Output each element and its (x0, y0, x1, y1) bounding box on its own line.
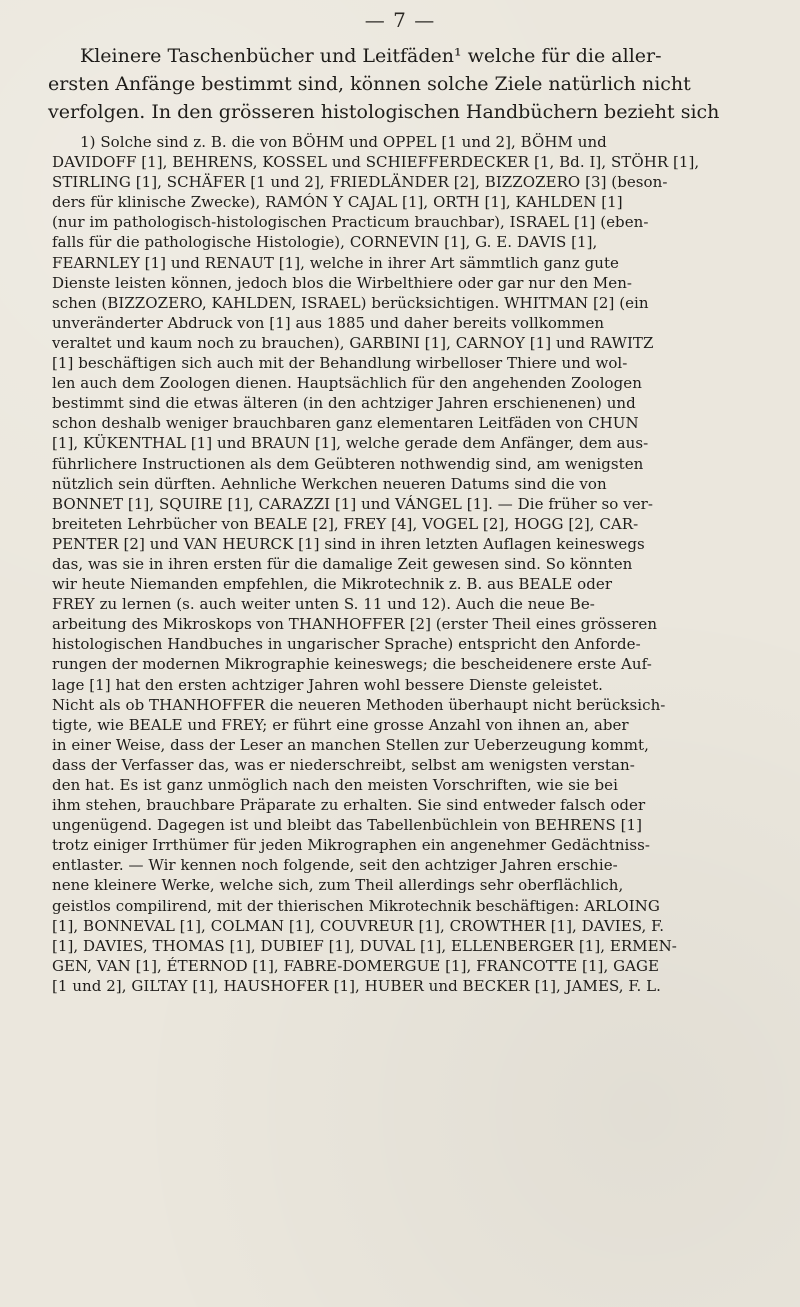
footnote-line-35: ungenügend. Dagegen ist und bleibt das Tabellenbüchlein von BEHRENS [1] (52, 816, 643, 835)
footnote-line-30: tigte, wie BEALE und FREY; er führt eine grosse Anzahl von ihnen an, aber (52, 715, 629, 734)
footnote-line-43: [1 und 2], GILTAY [1], HAUSHOFER [1], HUBER und BECKER [1], JAMES, F. L. (52, 976, 661, 995)
footnote-line-32: dass der Verfasser das, was er niederschreibt, selbst am wenigsten verstan- (52, 755, 635, 774)
footnote-line-7: FEARNLEY [1] und RENAUT [1], welche in ihrer Art sämmtlich ganz gute (52, 253, 619, 272)
footnote-line-39: geistlos compilirend, mit der thierischen Mikrotechnik beschäftigen: ARLOING (52, 896, 660, 915)
footnote-line-34: ihm stehen, brauchbare Präparate zu erhalten. Sie sind entweder falsch oder (52, 796, 646, 815)
footnote-line-31: in einer Weise, dass der Leser an manchen Stellen zur Ueberzeugung kommt, (52, 735, 649, 754)
footnote-line-24: FREY zu lernen (s. auch weiter unten S. 11 und 12). Auch die neue Be- (52, 595, 595, 614)
footnote-line-37: entlaster. — Wir kennen noch folgende, seit den achtziger Jahren erschie- (52, 856, 618, 875)
footnote-line-23: wir heute Niemanden empfehlen, die Mikrotechnik z. B. aus BEALE oder (52, 575, 613, 594)
footnote-line-18: nützlich sein dürften. Aehnliche Werkchen neueren Datums sind die von (52, 474, 607, 493)
footnote-line-27: rungen der modernen Mikrographie keineswegs; die bescheidenere erste Auf- (52, 655, 652, 674)
footnote-line-33: den hat. Es ist ganz unmöglich nach den meisten Vorschriften, wie sie bei (52, 776, 618, 794)
footnote-line-16: [1], KÜKENTHAL [1] und BRAUN [1], welche gerade dem Anfänger, dem aus- (52, 434, 649, 453)
footnote-line-25: arbeitung des Mikroskops von THANHOFFER [2] (erster Theil eines grösseren (52, 615, 658, 634)
footnote-line-17: führlichere Instructionen als dem Geübteren nothwendig sind, am wenigsten (52, 454, 644, 473)
footnote-line-4: ders für klinische Zwecke), RAMÓN Y CAJAL [1], ORTH [1], KAHLDEN [1] (52, 193, 623, 212)
footnote-line-22: das, was sie in ihren ersten für die damalige Zeit gewesen sind. So könnten (52, 554, 633, 573)
footnote-line-2: DAVIDOFF [1], BEHRENS, KOSSEL und SCHIEFFERDECKER [1, Bd. I], STÖHR [1], (52, 153, 700, 172)
footnote-line-14: bestimmt sind die etwas älteren (in den achtziger Jahren erschienenen) und (52, 394, 636, 413)
footnote-line-5: (nur im pathologisch-histologischen Practicum brauchbar), ISRAEL [1] (eben- (52, 213, 649, 232)
footnote-line-21: PENTER [2] und VAN HEURCK [1] sind in ihren letzten Auflagen keineswegs (52, 534, 645, 553)
footnote-line-19: BONNET [1], SQUIRE [1], CARAZZI [1] und VÁNGEL [1]. — Die früher so ver- (52, 494, 653, 513)
main-line-1: Kleinere Taschenbücher und Leitfäden¹ welche für die aller- (80, 45, 662, 67)
footnote-line-11: veraltet und kaum noch zu brauchen), GARBINI [1], CARNOY [1] und RAWITZ (52, 333, 654, 352)
footnote-line-38: nene kleinere Werke, welche sich, zum Theil allerdings sehr oberflächlich, (52, 876, 624, 895)
footnote-line-1: 1) Solche sind z. B. die von BÖHM und OPPEL [1 und 2], BÖHM und (80, 133, 607, 151)
footnote-line-36: trotz einiger Irrthümer für jeden Mikrographen ein angenehmer Gedächtniss- (52, 836, 650, 855)
footnote-line-8: Dienste leisten können, jedoch blos die Wirbelthiere oder gar nur den Men- (52, 273, 633, 292)
footnote-line-15: schon deshalb weniger brauchbaren ganz elementaren Leitfäden von CHUN (52, 414, 639, 433)
main-text (48, 42, 758, 126)
footnote-line-6: falls für die pathologische Histologie), CORNEVIN [1], G. E. DAVIS [1], (52, 233, 598, 252)
footnote-line-26: histologischen Handbuches in ungarischer Sprache) entspricht den Anforde- (52, 635, 641, 654)
footnote-line-41: [1], DAVIES, THOMAS [1], DUBIEF [1], DUVAL [1], ELLENBERGER [1], ERMEN- (52, 936, 677, 955)
footnote-line-20: breiteten Lehrbücher von BEALE [2], FREY [4], VOGEL [2], HOGG [2], CAR- (52, 514, 639, 533)
footnote-line-12: [1] beschäftigen sich auch mit der Behandlung wirbelloser Thiere und wol- (52, 354, 628, 373)
main-line-2: ersten Anfänge bestimmt sind, können solche Ziele natürlich nicht (48, 73, 691, 95)
footnote-line-40: [1], BONNEVAL [1], COLMAN [1], COUVREUR [1], CROWTHER [1], DAVIES, F. (52, 916, 665, 935)
footnote-line-10: unveränderter Abdruck von [1] aus 1885 und daher bereits vollkommen (52, 313, 605, 332)
footnote (52, 132, 758, 996)
main-line-3: verfolgen. In den grösseren histologischen Handbüchern bezieht sich (48, 101, 720, 123)
footnote-line-9: schen (BIZZOZERO, KAHLDEN, ISRAEL) berücksichtigen. WHITMAN [2] (ein (52, 293, 649, 312)
footnote-line-42: GEN, VAN [1], ÉTERNOD [1], FABRE-DOMERGUE [1], FRANCOTTE [1], GAGE (52, 956, 660, 975)
page-number: — 7 — (364, 8, 436, 32)
footnote-line-3: STIRLING [1], SCHÄFER [1 und 2], FRIEDLÄNDER [2], BIZZOZERO [3] (beson- (52, 173, 668, 192)
footnote-line-28: lage [1] hat den ersten achtziger Jahren wohl bessere Dienste geleistet. (52, 675, 603, 694)
footnote-line-13: len auch dem Zoologen dienen. Hauptsächlich für den angehenden Zoologen (52, 374, 642, 393)
footnote-line-29: Nicht als ob THANHOFFER die neueren Methoden überhaupt nicht berücksich- (52, 695, 666, 714)
